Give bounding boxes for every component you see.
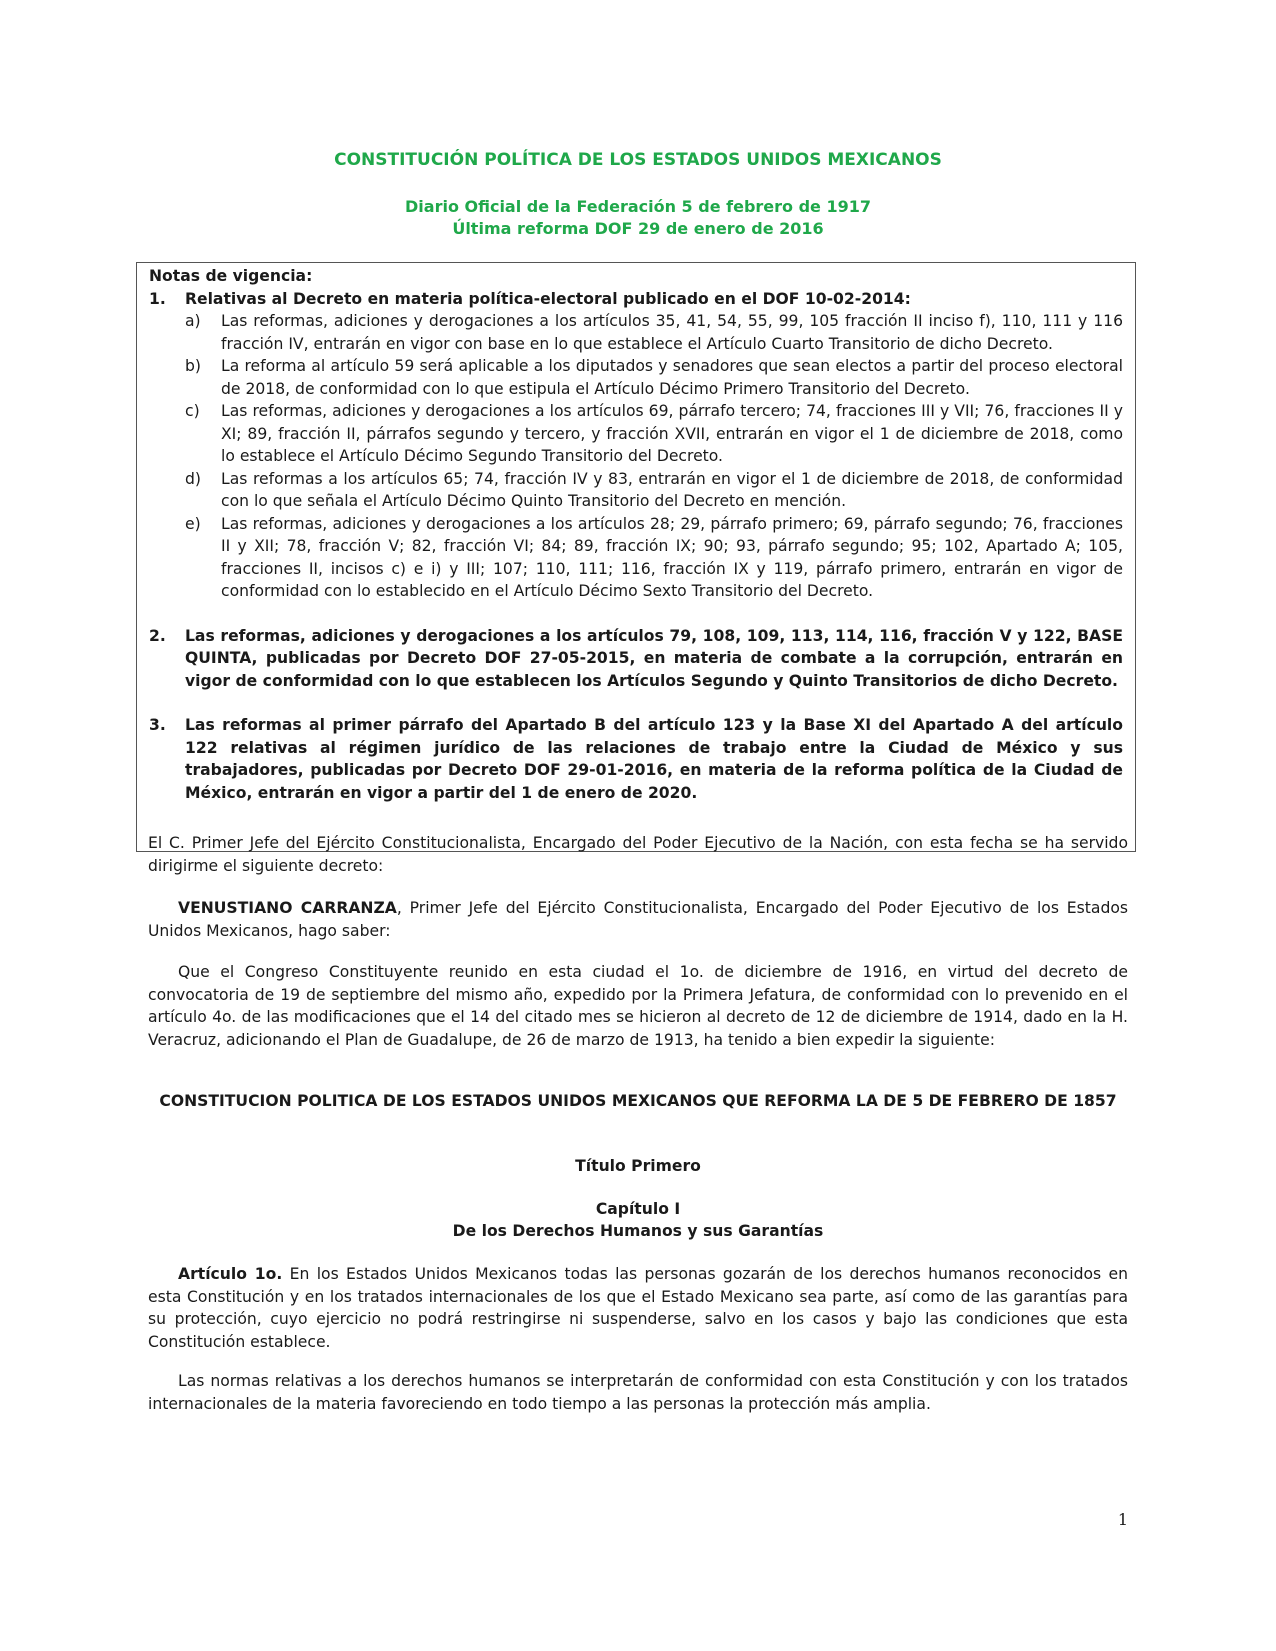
note-number: 3. — [149, 716, 166, 734]
note-number: 1. — [149, 289, 166, 308]
article-1-paragraph-2: Las normas relativas a los derechos humanos se interpretarán de conformidad con esta Constitución y con los tratados internacionales de la materia favoreciendo en todo tiempo a las personas la protección más amplia. — [148, 1372, 1128, 1413]
carranza-name: VENUSTIANO CARRANZA — [178, 899, 397, 917]
subitem-text: Las reformas, adiciones y derogaciones a los artículos 35, 41, 54, 55, 99, 105 fracción II inciso f), 110, 111 y 116 fracción IV, entrarán en vigor con base en lo que establece el Artículo Cuarto Transitorio de dicho Decreto. — [221, 312, 1123, 353]
chapter-name: De los Derechos Humanos y sus Garantías — [452, 1222, 824, 1240]
subitem-letter: d) — [185, 469, 201, 488]
article-1-label: Artículo 1o. — [178, 1265, 283, 1283]
subitem-text: Las reformas a los artículos 65; 74, fracción IV y 83, entrarán en vigor el 1 de diciembre de 2018, de conformidad con lo que señala el Artículo Décimo Quinto Transitorio del Decreto en mención. — [221, 469, 1123, 510]
note-subitem-d — [185, 468, 1123, 513]
intro-paragraph: El C. Primer Jefe del Ejército Constitucionalista, Encargado del Poder Ejecutivo de la Nación, con esta fecha se ha servido dirigirme el siguiente decreto: — [148, 834, 1128, 875]
validity-notes-box — [136, 262, 1136, 852]
subitem-text: Las reformas, adiciones y derogaciones a los artículos 69, párrafo tercero; 74, fracciones III y VII; 76, fracciones II y XI; 89, fracción II, párrafos segundo y tercero, y fracción XVII, entrarán en vigor el 1 de diciembre de 2018, como lo establece el Artículo Décimo Segundo Transitorio del Decreto. — [221, 402, 1123, 465]
article-1-paragraph — [148, 1263, 1128, 1353]
note-text: Las reformas al primer párrafo del Apartado B del artículo 123 y la Base XI del Apartado A del artículo 122 relativas al régimen jurídico de las relaciones de trabajo entre la Ciudad de México y sus trabajadores, publicadas por Decreto DOF 29-01-2016, en materia de la reforma política de la Ciudad de México, entrarán en vigor a partir del 1 de enero de 2020. — [185, 716, 1123, 802]
note-item-2 — [149, 625, 1123, 693]
subitem-letter: a) — [185, 312, 201, 330]
carranza-text: , Primer Jefe del Ejército Constitucionalista, Encargado del Poder Ejecutivo de los Estados Unidos Mexicanos, hago saber: — [148, 899, 1129, 940]
title-primero: Título Primero — [575, 1157, 701, 1175]
subitem-letter: c) — [185, 402, 200, 420]
note-item-1 — [149, 288, 1123, 311]
subitem-text: La reforma al artículo 59 será aplicable a los diputados y senadores que sean electos a partir del proceso electoral de 2018, de conformidad con lo que estipula el Artículo Décimo Primero Transitorio del Decreto. — [221, 357, 1123, 398]
note-subitem-c — [185, 400, 1123, 468]
publication-date: Diario Oficial de la Federación 5 de febrero de 1917 — [405, 197, 871, 216]
note-text: Relativas al Decreto en materia política-electoral publicado en el DOF 10-02-2014: — [185, 289, 911, 308]
subitem-letter: b) — [185, 357, 201, 375]
note-subitem-b — [185, 355, 1123, 400]
notes-heading: Notas de vigencia: — [149, 267, 313, 285]
last-reform-date: Última reforma DOF 29 de enero de 2016 — [452, 219, 824, 238]
subitem-letter: e) — [185, 514, 201, 533]
congress-paragraph: Que el Congreso Constituyente reunido en esta ciudad el 1o. de diciembre de 1916, en virtud del decreto de convocatoria de 19 de septiembre del mismo año, expedido por la Primera Jefatura, de conformidad con lo prevenido en el artículo 4o. de las modificaciones que el 14 del citado mes se hicieron al decreto de 12 de diciembre de 1914, dado en la H. Veracruz, adicionando el Plan de Guadalupe, de 26 de marzo de 1913, ha tenido a bien expedir la siguiente: — [148, 963, 1128, 1049]
constitution-heading: CONSTITUCION POLITICA DE LOS ESTADOS UNIDOS MEXICANOS QUE REFORMA LA DE 5 DE FEBRERO DE 1857 — [159, 1092, 1117, 1110]
note-number: 2. — [149, 626, 166, 645]
subitem-text: Las reformas, adiciones y derogaciones a los artículos 28; 29, párrafo primero; 69, párrafo segundo; 76, fracciones II y XII; 78, fracción V; 82, fracción VI; 84; 89, fracción IX; 90; 93, párrafo segundo; 95; 102, Apartado A; 105, fracciones II, incisos c) e i) y III; 107; 110, 111; 116, fracción IX y 119, párrafo primero, entrarán en vigor de conformidad con lo establecido en el Artículo Décimo Sexto Transitorio del Decreto. — [221, 514, 1123, 600]
note-item-3 — [149, 714, 1123, 804]
note-subitem-a — [185, 310, 1123, 355]
carranza-paragraph — [148, 897, 1128, 942]
chapter-number: Capítulo I — [595, 1200, 681, 1218]
document-title: CONSTITUCIÓN POLÍTICA DE LOS ESTADOS UNIDOS MEXICANOS — [334, 150, 942, 170]
article-1-text: En los Estados Unidos Mexicanos todas las personas gozarán de los derechos humanos reconocidos en esta Constitución y en los tratados internacionales de los que el Estado Mexicano sea parte, así como de las garantías para su protección, cuyo ejercicio no podrá restringirse ni suspenderse, salvo en los casos y bajo las condiciones que esta Constitución establece. — [148, 1265, 1128, 1351]
note-subitem-e — [185, 513, 1123, 603]
page-number: 1 — [1117, 1510, 1128, 1529]
note-text: Las reformas, adiciones y derogaciones a los artículos 79, 108, 109, 113, 114, 116, fracción V y 122, BASE QUINTA, publicadas por Decreto DOF 27-05-2015, en materia de combate a la corrupción, entrarán en vigor de conformidad con lo que establecen los Artículos Segundo y Quinto Transitorios de dicho Decreto. — [185, 626, 1123, 690]
